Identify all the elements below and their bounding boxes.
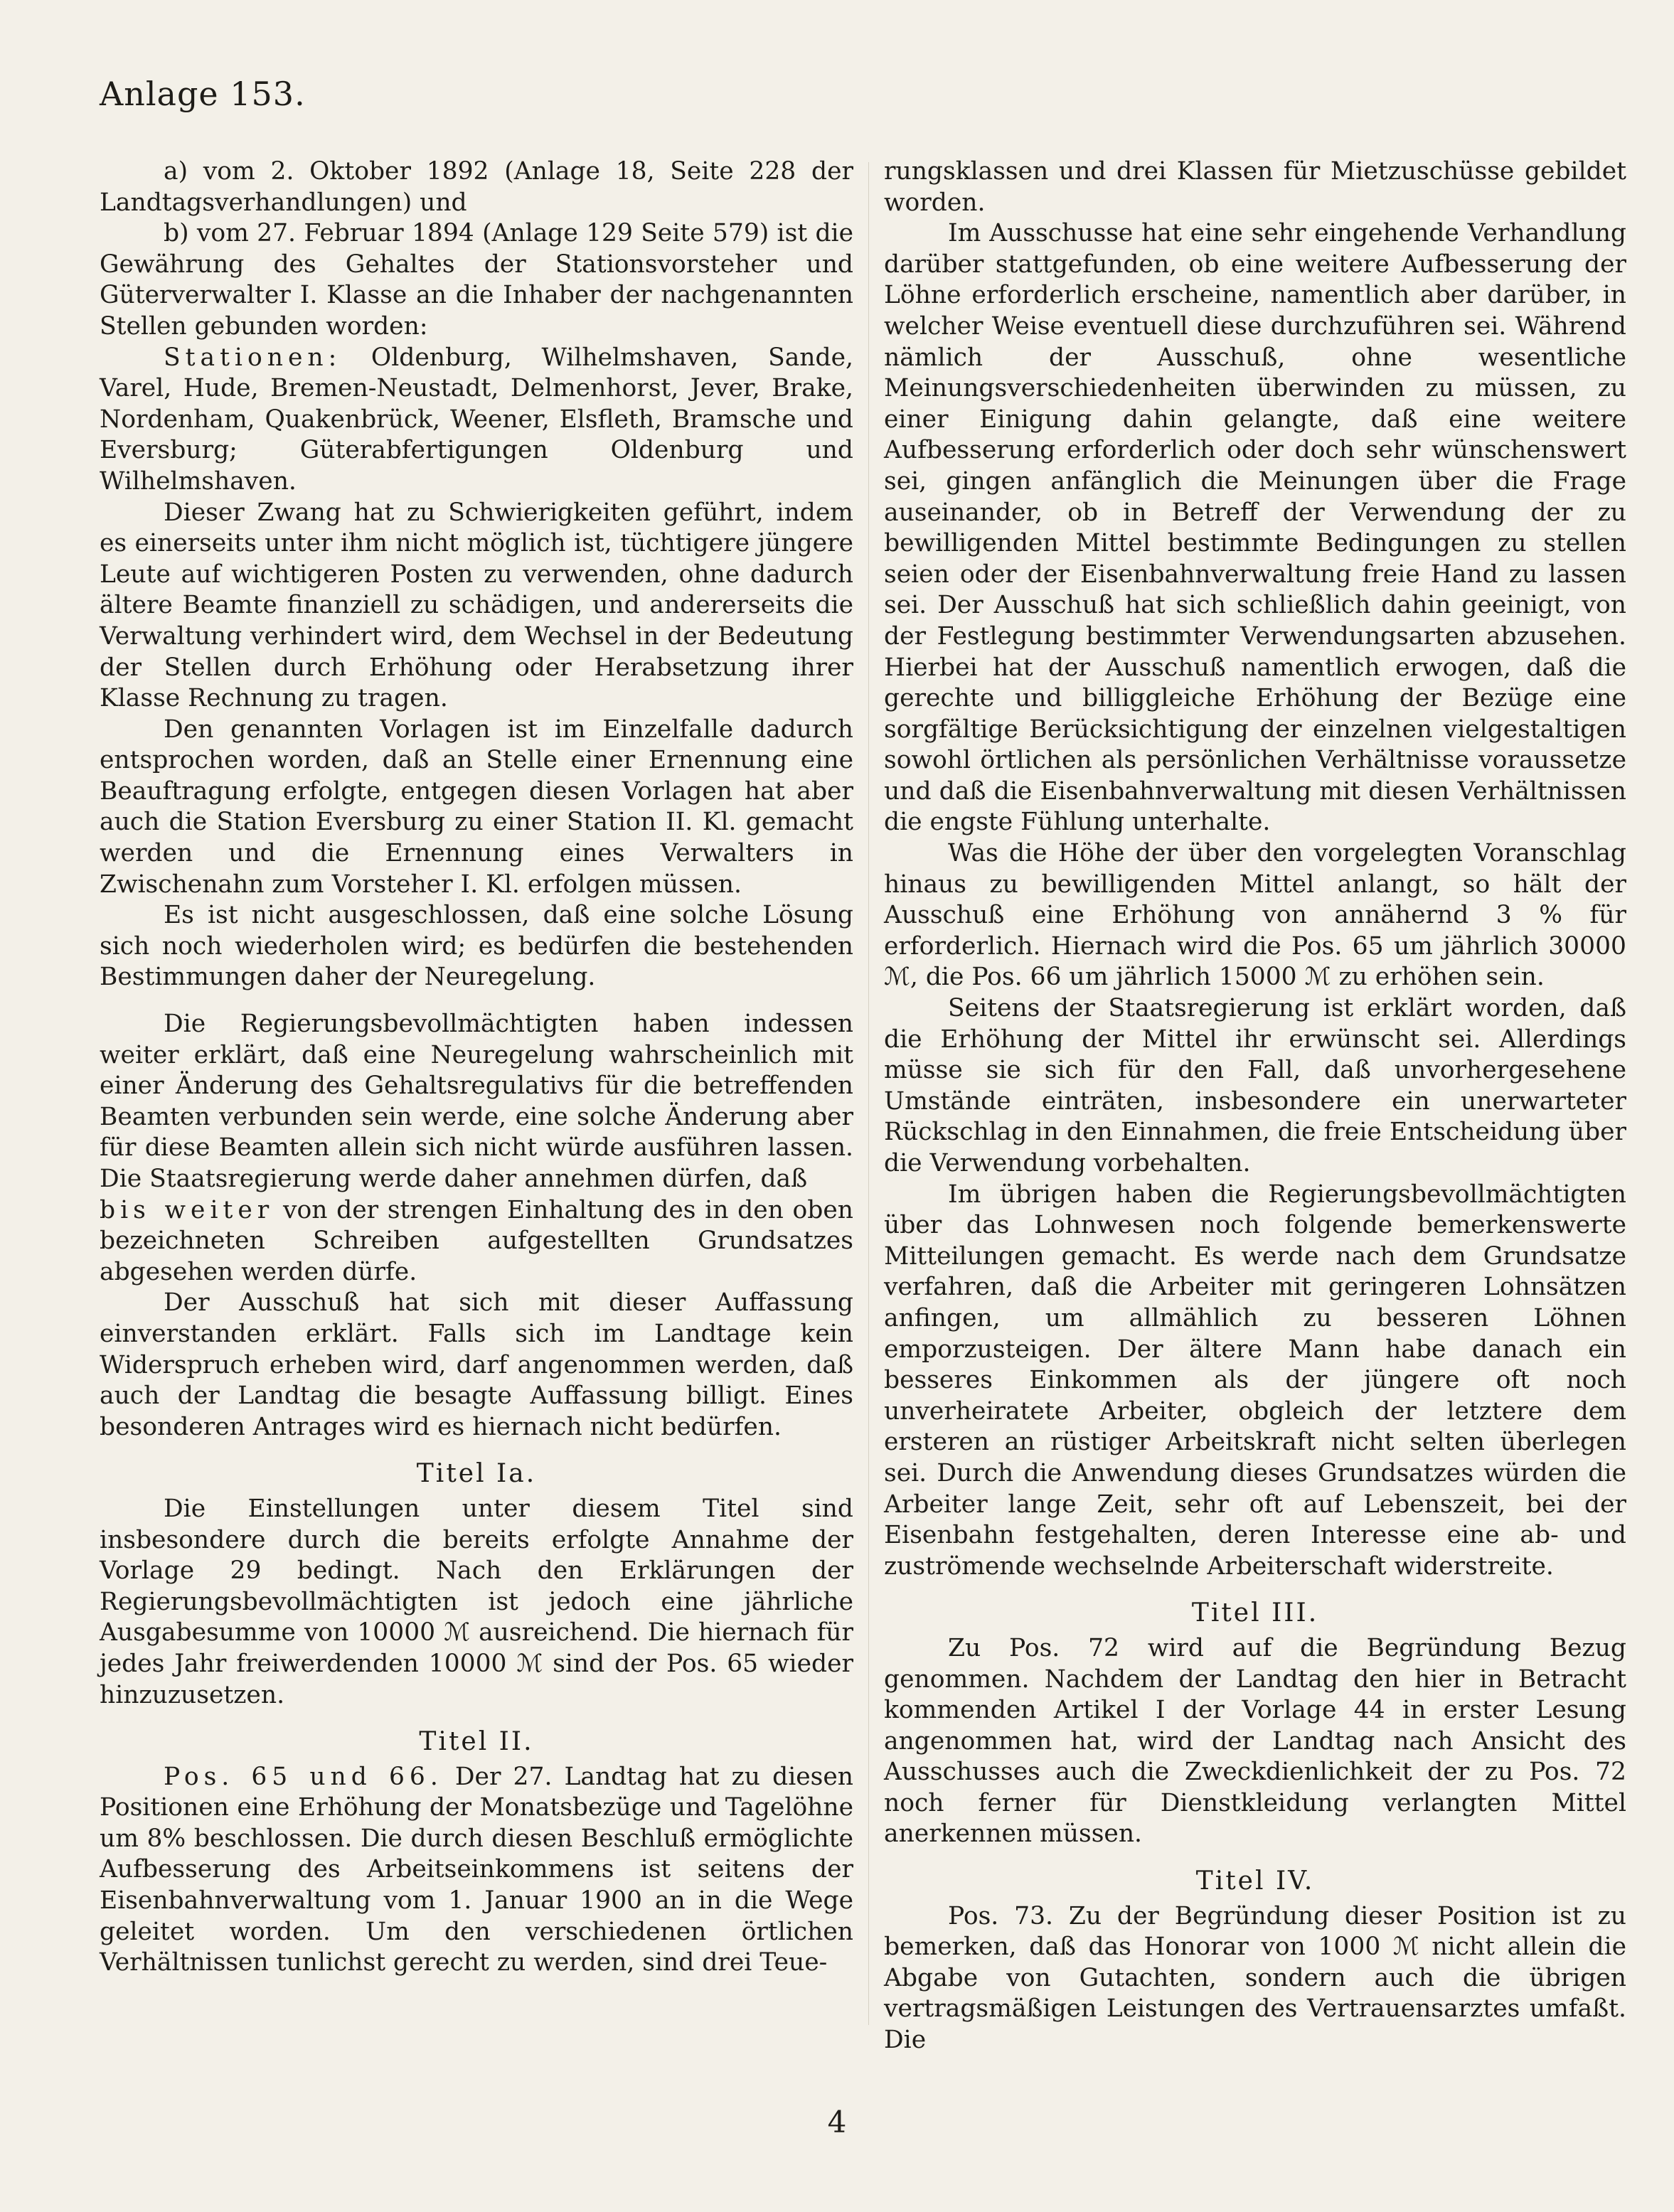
paragraph [100,156,853,218]
paragraph [100,1009,853,1195]
paragraph [884,1633,1626,1850]
paragraph-text: Zu Pos. 72 wird auf die Begründung Bezug genommen. Nachdem der Landtag den hier in Betracht kommenden Artikel I der Vorlage 44 in erster Lesung angenommen hat, wird der Landtag nach Ansicht des Ausschusses auch die Zweckdienlichkeit der zu Pos. 72 noch ferner für Dienstkleidung verlangten Mittel anerkennen müssen. [884,1633,1626,1849]
paragraph [884,156,1626,218]
paragraph [100,900,853,993]
paragraph-text: b) vom 27. Februar 1894 (Anlage 129 Seite 579) ist die Gewährung des Gehaltes der Stationsvorsteher und Güterverwalter I. Klasse an die Inhaber der nachgenannten Stellen gebunden worden: [100,219,853,341]
spaced-lead-text: Stationen: [164,343,342,372]
paragraph-text: Dieser Zwang hat zu Schwierigkeiten geführt, indem es einerseits unter ihm nicht möglich ist, tüchtigere jüngere Leute auf wichtigeren Posten zu verwenden, ohne dadurch ältere Beamte finanziell zu schädigen, und andererseits die Verwaltung verhindert wird, dem Wechsel in der Bedeutung der Stellen durch Erhöhung oder Herabsetzung ihrer Klasse Rechnung zu tragen. [100,498,853,713]
right-column [884,156,1626,2056]
paragraph-text: Seitens der Staatsregierung ist erklärt worden, daß die Erhöhung der Mittel ihr erwünscht sei. Allerdings müsse sie sich für den Fall, daß unvorhergesehene Umstände einträten, insbesondere ein unerwarteter Rückschlag in den Einnahmen, die freie Entscheidung über die Verwendung vorbehalten. [884,994,1626,1177]
paragraph [100,343,853,498]
paragraph-text: Die Regierungsbevollmächtigten haben indessen weiter erklärt, daß eine Neuregelung wahrscheinlich mit einer Änderung des Gehaltsregulativs für die betreffenden Beamten verbunden sein werde, eine solche Änderung aber für diese Beamten allein sich nicht würde ausführen lassen. Die Staatsregierung werde daher annehmen dürfen, daß [100,1010,853,1193]
paragraph [884,218,1626,838]
paragraph-text: Der Ausschuß hat sich mit dieser Auffassung einverstanden erklärt. Falls sich im Landtage kein Widerspruch erheben wird, darf angenommen werden, daß auch der Landtag die besagte Auffassung billigt. Eines besonderen Antrages wird es hiernach nicht bedürfen. [100,1288,853,1441]
paragraph [100,1494,853,1711]
section-heading: Titel Ia. [416,1459,537,1489]
paragraph-text: Die Einstellungen unter diesem Titel sind insbesondere durch die bereits erfolgte Annahme der Vorlage 29 bedingt. Nach den Erklärungen der Regierungsbevollmächtigten ist jedoch eine jährliche Ausgabesumme von 10000 ℳ ausreichend. Die hiernach für jedes Jahr freiwerdenden 10000 ℳ sind der Pos. 65 wieder hinzuzusetzen. [100,1494,853,1709]
paragraph-text: Im übrigen haben die Regierungsbevollmächtigten über das Lohnwesen noch folgende bemerkenswerte Mitteilungen gemacht. Es werde nach dem Grundsatze verfahren, daß die Arbeiter mit geringeren Lohnsätzen anfingen, um allmählich zu besseren Löhnen emporzusteigen. Der ältere Mann habe danach ein besseres Einkommen als der jüngere oft noch unverheiratete Arbeiter, obgleich der letztere dem ersteren an rüstiger Arbeitskraft nicht selten überlegen sei. Durch die Anwendung dieses Grundsatzes würden die Arbeiter lange Zeit, sehr oft auf Lebenszeit, bei der Eisenbahn festgehalten, deren Interesse eine ab- und zuströmende wechselnde Arbeiterschaft widerstreite. [884,1180,1626,1581]
paragraph-text: Pos. 73. Zu der Begründung dieser Position ist zu bemerken, daß das Honorar von 1000 ℳ nicht allein die Abgabe von Gutachten, sondern auch die übrigen vertragsmäßigen Leistungen des Vertrauensarztes umfaßt. Die [884,1901,1626,2055]
paragraph-text: Es ist nicht ausgeschlossen, daß eine solche Lösung sich noch wiederholen wird; es bedürfen die bestehenden Bestimmungen daher der Neuregelung. [100,901,853,992]
paragraph-text: Den genannten Vorlagen ist im Einzelfalle dadurch entsprochen worden, daß an Stelle einer Ernennung eine Beauftragung erfolgte, entgegen diesen Vorlagen hat aber auch die Station Eversburg zu einer Station II. Kl. gemacht werden und die Ernennung eines Verwalters in Zwischenahn zum Vorsteher I. Kl. erfolgen müssen. [100,715,853,899]
paragraph-text: rungsklassen und drei Klassen für Mietzuschüsse gebildet worden. [884,157,1626,217]
paragraph [884,993,1626,1180]
page-header: Anlage 153. [100,75,306,113]
page-number: 4 [827,2105,847,2139]
paragraph [100,1288,853,1443]
paragraph [100,1762,853,1979]
paragraph-text: von der strengen Einhaltung des in den oben bezeichneten Schreiben aufgestellten Grundsatzes abgesehen werden dürfe. [100,1195,854,1286]
section-heading: Titel IV. [1195,1866,1315,1896]
paragraph-text: Was die Höhe der über den vorgelegten Voranschlag hinaus zu bewilligenden Mittel anlangt, so hält der Ausschuß eine Erhöhung von annähernd 3 % für erforderlich. Hiernach wird die Pos. 65 um jährlich 30000 ℳ, die Pos. 66 um jährlich 15000 ℳ zu erhöhen sein. [884,839,1626,992]
column-divider [868,162,869,2025]
spaced-lead-text: bis weiter [100,1195,274,1224]
paragraph [884,1901,1626,2056]
paragraph [100,218,853,342]
paragraph-text: Der 27. Landtag hat zu diesen Positionen eine Erhöhung der Monatsbezüge und Tagelöhne um 8% beschlossen. Die durch diesen Beschluß ermöglichte Aufbesserung des Arbeitseinkommens ist seitens der Eisenbahnverwaltung vom 1. Januar 1900 an in die Wege geleitet worden. Um den verschiedenen örtlichen Verhältnissen tunlichst gerecht zu werden, sind drei Teue- [100,1762,853,1977]
paragraph [100,1195,853,1288]
spaced-lead-text: Pos. 65 und 66. [164,1762,443,1791]
paragraph [100,498,853,715]
section-heading: Titel III. [1191,1598,1319,1628]
left-column [100,156,853,1979]
paragraph [884,838,1626,993]
paragraph-text: Oldenburg, Wilhelmshaven, Sande, Varel, Hude, Bremen-Neustadt, Delmenhorst, Jever, Brake, Nordenham, Quakenbrück, Weener, Elsfleth, Bramsche und Eversburg; Güterabfertigungen Oldenburg und Wilhelmshaven. [100,343,853,496]
section-heading: Titel II. [419,1727,534,1757]
paragraph [884,1180,1626,1583]
paragraph-text: Im Ausschusse hat eine sehr eingehende Verhandlung darüber stattgefunden, ob eine weitere Aufbesserung der Löhne erforderlich erscheine, namentlich aber darüber, in welcher Weise eventuell diese durchzuführen sei. Während nämlich der Ausschuß, ohne wesentliche Meinungsverschiedenheiten überwinden zu müssen, zu einer Einigung dahin gelangte, daß eine weitere Aufbesserung erforderlich oder doch sehr wünschenswert sei, gingen anfänglich die Meinungen über die Frage auseinander, ob in Betreff der Verwendung der zu bewilligenden Mittel bestimmte Bedingungen zu stellen seien oder der Eisenbahnverwaltung freie Hand zu lassen sei. Der Ausschuß hat sich schließlich dahin geeinigt, von der Festlegung bestimmter Verwendungsarten abzusehen. Hierbei hat der Ausschuß namentlich erwogen, daß die gerechte und billiggleiche Erhöhung der Bezüge eine sorgfältige Berücksichtigung der einzelnen vielgestaltigen sowohl örtlichen als persönlichen Verhältnisse voraussetze und daß die Eisenbahnverwaltung mit diesen Verhältnissen die engste Fühlung unterhalte. [884,219,1626,837]
paragraph-text: a) vom 2. Oktober 1892 (Anlage 18, Seite 228 der Landtagsverhandlungen) und [100,157,853,217]
paragraph [100,715,853,901]
